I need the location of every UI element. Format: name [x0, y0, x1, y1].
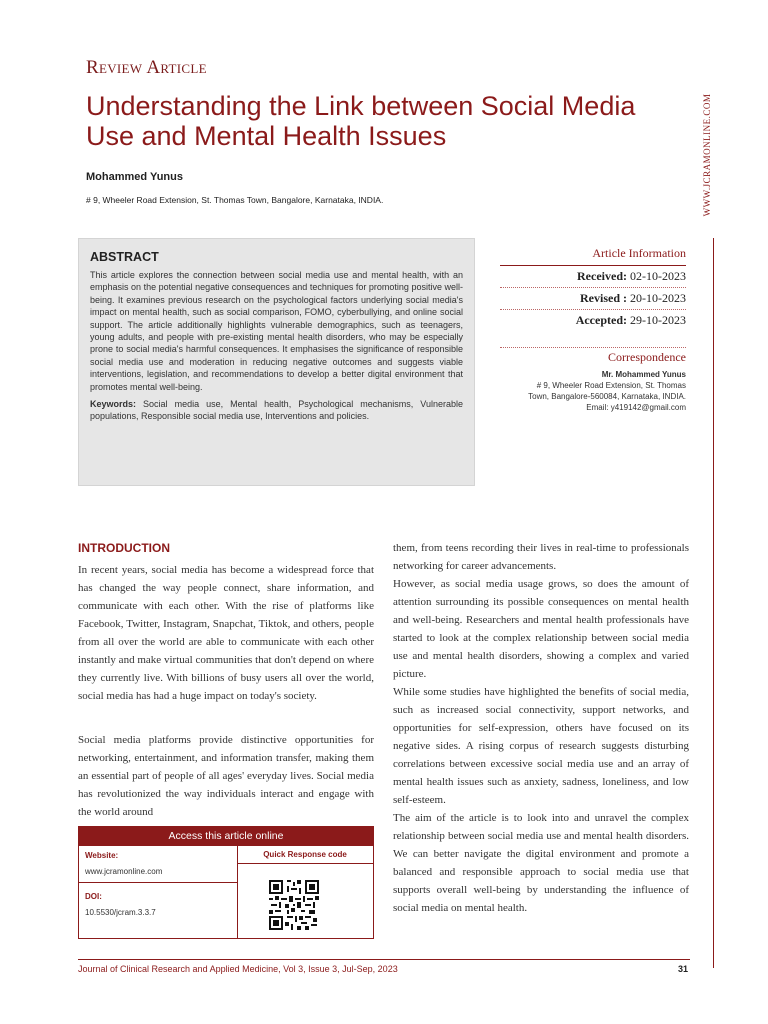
- received-date: 02-10-2023: [630, 269, 686, 283]
- intro-paragraph-5: While some studies have highlighted the benefits of social media, such as increased social connectivity, support networks, and opportunities for self-expression, others have focused on its negative sides. A rising corpus of research suggests disturbing correlations between excessive social media use and an array of mental health issues such as anxiety, sadness, loneliness, and low self-esteem.: [393, 686, 689, 806]
- qr-code-label: Quick Response code: [237, 846, 373, 864]
- revised-date: 20-10-2023: [630, 291, 686, 305]
- access-article-box: [78, 826, 374, 939]
- website-link[interactable]: www.jcramonline.com: [85, 867, 163, 876]
- intro-paragraph-4: However, as social media usage grows, so does the amount of attention surrounding its possible consequences on mental health and well-being. Researchers and mental health professionals have started to look at the complex relationship between social media use and mental health disorders, showing a complex and varied picture.: [393, 578, 689, 680]
- access-heading: Access this article online: [79, 827, 373, 846]
- correspondence-heading: Correspondence: [500, 347, 686, 365]
- footer-citation: [78, 964, 398, 974]
- author-name: Mohammed Yunus: [86, 171, 183, 183]
- page-number: 31: [677, 964, 688, 974]
- article-information: [500, 246, 686, 331]
- revised-date-row: [500, 288, 686, 310]
- correspondence-address-2: Town, Bangalore-560084, Karnataka, INDIA.: [528, 392, 686, 401]
- intro-paragraph-6: The aim of the article is to look into and unravel the complex relationship between social media use and mental health disorders. We can better navigate the digital environment and promote a balanced and responsible approach to social media use that supports overall well-being by understanding the influence of social media on mental health.: [393, 812, 689, 914]
- article-information-heading: Article Information: [500, 246, 686, 266]
- intro-paragraph-2: Social media platforms provide distinctive opportunities for networking, entertainment, and information transfer, making them an essential part of people of all ages' everyday lives. Social media has revolutionized the way individuals interact and engage with the world around: [78, 734, 374, 818]
- doi-value[interactable]: 10.5530/jcram.3.3.7: [85, 908, 156, 917]
- author-affiliation: # 9, Wheeler Road Extension, St. Thomas Town, Bangalore, Karnataka, INDIA.: [86, 195, 384, 205]
- intro-paragraph-3: them, from teens recording their lives in real-time to professionals networking for career advancements.: [393, 542, 689, 572]
- keywords-text: Social media use, Mental health, Psychological mechanisms, Vulnerable populations, Responsible social media use, Interventions and policies.: [90, 399, 463, 422]
- correspondence-name: Mr. Mohammed Yunus: [601, 370, 686, 379]
- sidebar-url-text: WWW.JCRAMONLINE.COM: [702, 93, 712, 216]
- website-cell: [79, 846, 237, 883]
- article-type-label: Review Article: [86, 57, 207, 78]
- qr-code-icon[interactable]: [269, 880, 319, 930]
- keywords: [90, 398, 463, 423]
- revised-label: Revised :: [580, 291, 627, 305]
- received-date-row: [500, 266, 686, 288]
- introduction-heading: INTRODUCTION: [78, 541, 170, 555]
- abstract-heading: ABSTRACT: [90, 250, 159, 264]
- footer-issue: , Vol 3, Issue 3, Jul-Sep, 2023: [278, 964, 398, 974]
- doi-label: DOI:: [85, 892, 102, 901]
- accepted-label: Accepted:: [575, 313, 627, 327]
- footer-journal-name: Journal of Clinical Research and Applied Medicine: [78, 964, 279, 974]
- intro-paragraph-1: In recent years, social media has become a widespread force that has changed the way people connect, share information, and communicate with each other. With the rise of platforms like Facebook, Twitter, Instagram, Snapchat, Tiktok, and others, people from all over the world are able to communicate with each other instantly and make virtual communities that don't depend on where they currently live. With billions of busy users all over the world, social media has had a huge impact on today's society.: [78, 564, 374, 702]
- sidebar-journal-url[interactable]: [700, 92, 714, 217]
- accepted-date-row: [500, 310, 686, 331]
- access-details: [79, 846, 238, 938]
- correspondence-email[interactable]: Email: y419142@gmail.com: [586, 403, 686, 412]
- website-label: Website:: [85, 851, 119, 860]
- accepted-date: 29-10-2023: [630, 313, 686, 327]
- sidebar-divider: [713, 238, 714, 968]
- right-column: [393, 539, 689, 917]
- received-label: Received:: [577, 269, 627, 283]
- correspondence-address-1: # 9, Wheeler Road Extension, St. Thomas: [536, 381, 686, 390]
- footer-divider: [78, 959, 690, 960]
- abstract-box: [78, 238, 475, 486]
- keywords-label: Keywords:: [90, 399, 137, 410]
- correspondence: [500, 347, 686, 413]
- abstract-text: This article explores the connection between social media use and mental health, with an emphasis on the potential negative consequences and techniques for promoting positive well-being. It examines previous research on the psychological factors underlying social media's impact on mental health, such as social comparison, FOMO, cyberbullying, and online social support. The article additionally highlights vulnerable demographics, such as teenagers, young adults, and people with pre-existing mental health disorders, who may be especially prone to social media's harmful consequences. It emphasises the significance of responsible social media use and moderation in reducing negative outcomes and suggests viable interventions, legislation, and recommendations to develop a better digital environment that promotes mental well-being.: [90, 270, 463, 392]
- article-title: Understanding the Link between Social Media Use and Mental Health Issues: [86, 91, 636, 151]
